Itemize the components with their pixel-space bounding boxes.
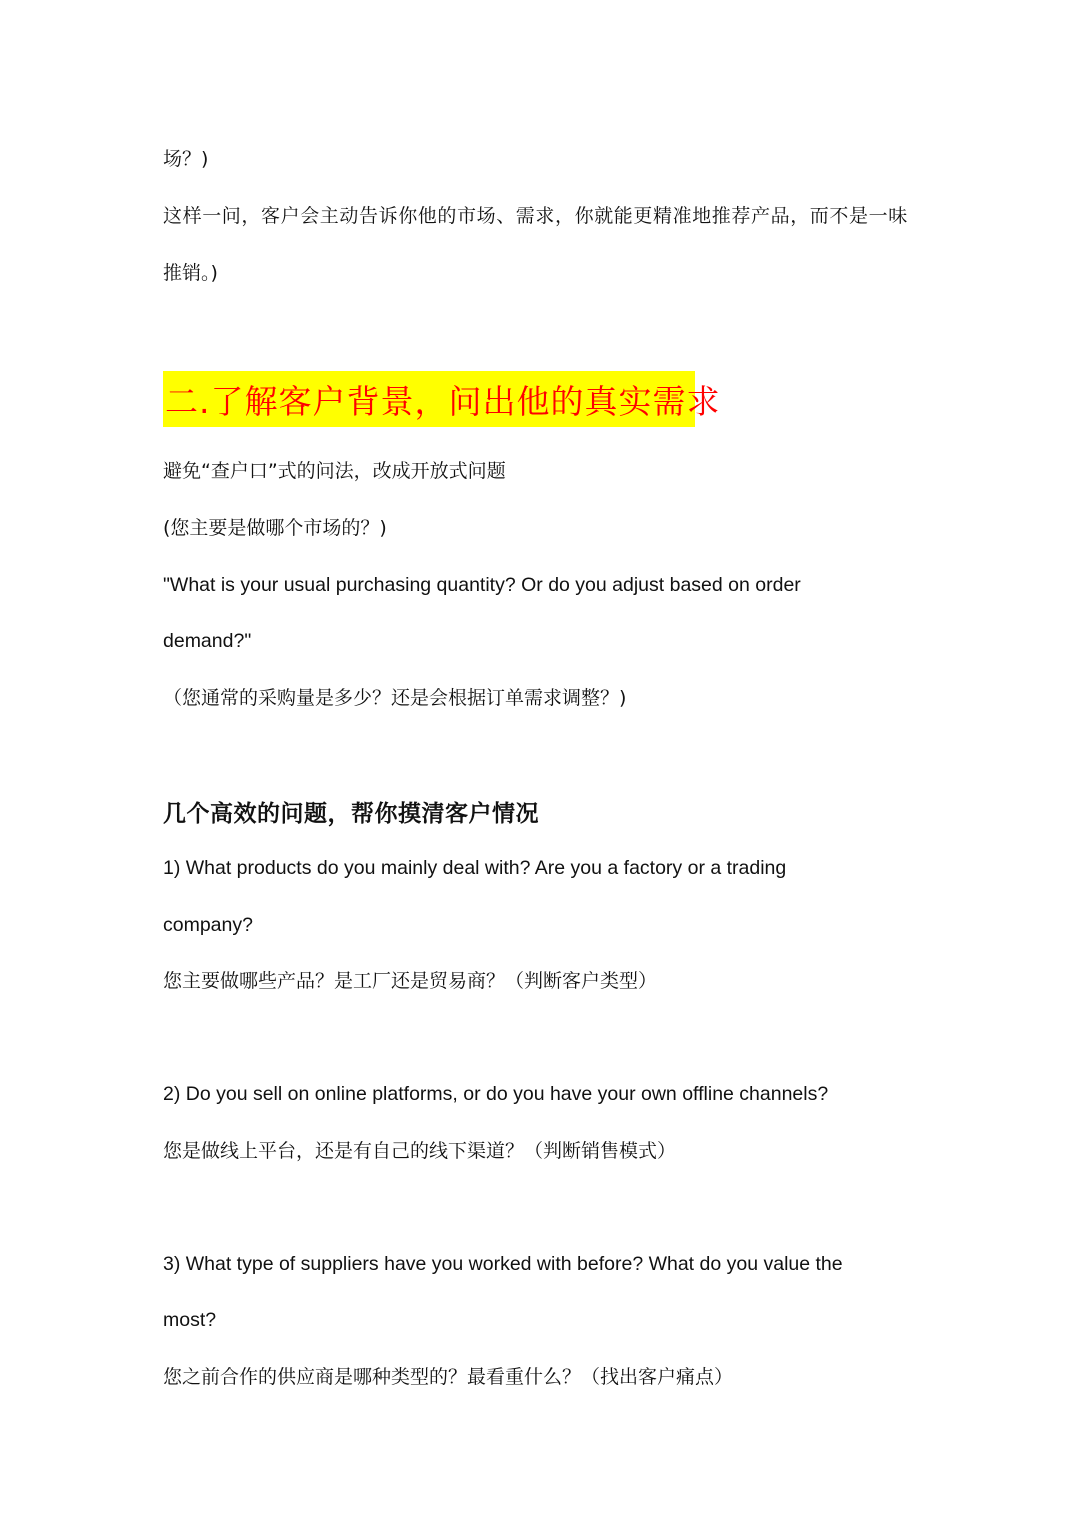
question-1-en-line-1: 1) What products do you mainly deal with? Are you a factory or a trading	[163, 857, 787, 879]
intro-line-1: 场？)	[163, 148, 209, 170]
example-en-line-1: "What is your usual purchasing quantity? Or do you adjust based on order	[163, 574, 801, 596]
question-1-en-line-2: company?	[163, 914, 253, 936]
example-cn: (您主要是做哪个市场的？)	[163, 517, 387, 539]
question-3-en-line-2: most?	[163, 1309, 217, 1331]
intro-line-3: 推销。)	[163, 262, 218, 284]
question-1-cn: 您主要做哪些产品？是工厂还是贸易商？（判断客户类型）	[163, 970, 658, 992]
example-en-line-2: demand?"	[163, 630, 252, 652]
question-2-cn: 您是做线上平台，还是有自己的线下渠道？（判断销售模式）	[163, 1140, 677, 1162]
questions-title: 几个高效的问题，帮你摸清客户情况	[163, 801, 539, 827]
question-2-en-line-1: 2) Do you sell on online platforms, or do you have your own offline channels?	[163, 1083, 829, 1105]
question-3-en-line-1: 3) What type of suppliers have you worked with before? What do you value the	[163, 1253, 843, 1275]
avoid-text: 避免“查户口”式的问法，改成开放式问题	[163, 460, 506, 482]
section-heading-highlight	[163, 371, 721, 427]
intro-line-2: 这样一问，客户会主动告诉你他的市场、需求，你就能更精准地推荐产品，而不是一味	[163, 205, 908, 227]
example-cn-2: （您通常的采购量是多少？还是会根据订单需求调整？)	[163, 687, 627, 709]
section-heading: 二.了解客户背景，问出他的真实需求	[165, 381, 721, 421]
question-3-cn: 您之前合作的供应商是哪种类型的？最看重什么？（找出客户痛点）	[163, 1366, 734, 1388]
